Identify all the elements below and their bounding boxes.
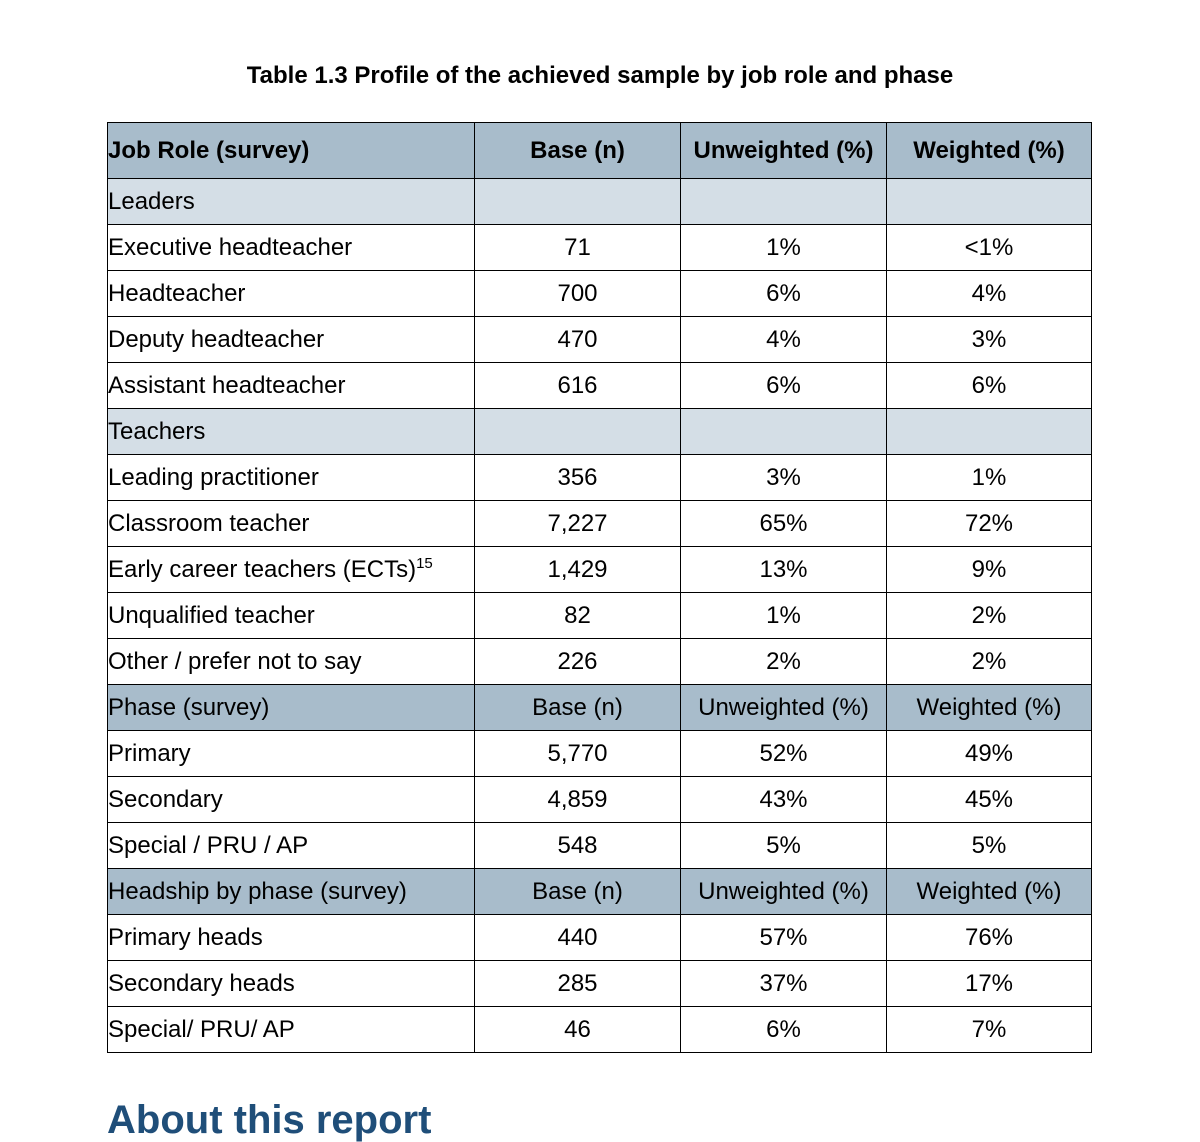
role-cell: Secondary heads [108,961,475,1007]
table-row [108,271,1092,317]
unweighted-cell: 6% [681,363,887,409]
phase-header-base: Base (n) [475,685,681,731]
base-cell: 82 [475,593,681,639]
weighted-cell: 45% [887,777,1092,823]
table-row [108,363,1092,409]
footnote-ref[interactable]: 15 [416,554,433,572]
base-cell: 700 [475,271,681,317]
phase-header-weighted: Weighted (%) [887,685,1092,731]
phase-header-row [108,685,1092,731]
role-cell: Unqualified teacher [108,593,475,639]
base-cell: 46 [475,1007,681,1053]
weighted-cell: 6% [887,363,1092,409]
table-caption: Table 1.3 Profile of the achieved sample by job role and phase [246,62,954,89]
role-cell [108,547,475,593]
table-row [108,731,1092,777]
unweighted-cell: 13% [681,547,887,593]
weighted-cell: 49% [887,731,1092,777]
unweighted-cell: 4% [681,317,887,363]
base-cell: 440 [475,915,681,961]
unweighted-cell: 37% [681,961,887,1007]
table-row [108,823,1092,869]
weighted-cell: <1% [887,225,1092,271]
role-label: Early career teachers (ECTs) [108,555,417,583]
role-cell: Classroom teacher [108,501,475,547]
unweighted-cell: 43% [681,777,887,823]
next-section-heading: About this report [107,1098,432,1142]
base-cell: 470 [475,317,681,363]
group-label-leaders: Leaders [108,179,475,225]
role-cell: Headteacher [108,271,475,317]
role-cell: Leading practitioner [108,455,475,501]
weighted-cell: 2% [887,639,1092,685]
headship-header-weighted: Weighted (%) [887,869,1092,915]
role-cell: Secondary [108,777,475,823]
table-row [108,593,1092,639]
base-cell: 285 [475,961,681,1007]
weighted-cell: 3% [887,317,1092,363]
table-row [108,455,1092,501]
weighted-cell: 76% [887,915,1092,961]
base-cell: 1,429 [475,547,681,593]
unweighted-cell: 1% [681,225,887,271]
base-cell: 226 [475,639,681,685]
role-cell: Other / prefer not to say [108,639,475,685]
headship-header-base: Base (n) [475,869,681,915]
unweighted-cell: 6% [681,1007,887,1053]
unweighted-cell: 3% [681,455,887,501]
sample-profile-table [107,122,1092,1053]
role-cell: Executive headteacher [108,225,475,271]
unweighted-cell: 5% [681,823,887,869]
role-cell: Special / PRU / AP [108,823,475,869]
table-header-row [108,123,1092,179]
role-cell: Deputy headteacher [108,317,475,363]
base-cell: 548 [475,823,681,869]
table-row [108,1007,1092,1053]
unweighted-cell: 1% [681,593,887,639]
table-row [108,317,1092,363]
phase-header-unweighted: Unweighted (%) [681,685,887,731]
empty-cell [475,409,681,455]
unweighted-cell: 57% [681,915,887,961]
unweighted-cell: 6% [681,271,887,317]
base-cell: 5,770 [475,731,681,777]
unweighted-cell: 65% [681,501,887,547]
group-row-teachers [108,409,1092,455]
empty-cell [887,179,1092,225]
base-cell: 71 [475,225,681,271]
weighted-cell: 7% [887,1007,1092,1053]
weighted-cell: 5% [887,823,1092,869]
headship-header-row [108,869,1092,915]
role-cell: Primary [108,731,475,777]
table-row [108,961,1092,1007]
empty-cell [887,409,1092,455]
phase-header-label: Phase (survey) [108,685,475,731]
table-row [108,639,1092,685]
table-row [108,501,1092,547]
header-unweighted: Unweighted (%) [681,123,887,179]
role-cell: Special/ PRU/ AP [108,1007,475,1053]
base-cell: 616 [475,363,681,409]
base-cell: 356 [475,455,681,501]
empty-cell [681,179,887,225]
table-row [108,225,1092,271]
headship-header-label: Headship by phase (survey) [108,869,475,915]
group-label-teachers: Teachers [108,409,475,455]
headship-header-unweighted: Unweighted (%) [681,869,887,915]
role-cell: Primary heads [108,915,475,961]
header-job-role: Job Role (survey) [108,123,475,179]
empty-cell [681,409,887,455]
unweighted-cell: 2% [681,639,887,685]
weighted-cell: 9% [887,547,1092,593]
unweighted-cell: 52% [681,731,887,777]
group-row-leaders [108,179,1092,225]
weighted-cell: 17% [887,961,1092,1007]
weighted-cell: 4% [887,271,1092,317]
table-row [108,915,1092,961]
empty-cell [475,179,681,225]
table-row [108,547,1092,593]
header-weighted: Weighted (%) [887,123,1092,179]
header-base: Base (n) [475,123,681,179]
role-cell: Assistant headteacher [108,363,475,409]
weighted-cell: 1% [887,455,1092,501]
table-row [108,777,1092,823]
weighted-cell: 72% [887,501,1092,547]
base-cell: 7,227 [475,501,681,547]
base-cell: 4,859 [475,777,681,823]
weighted-cell: 2% [887,593,1092,639]
